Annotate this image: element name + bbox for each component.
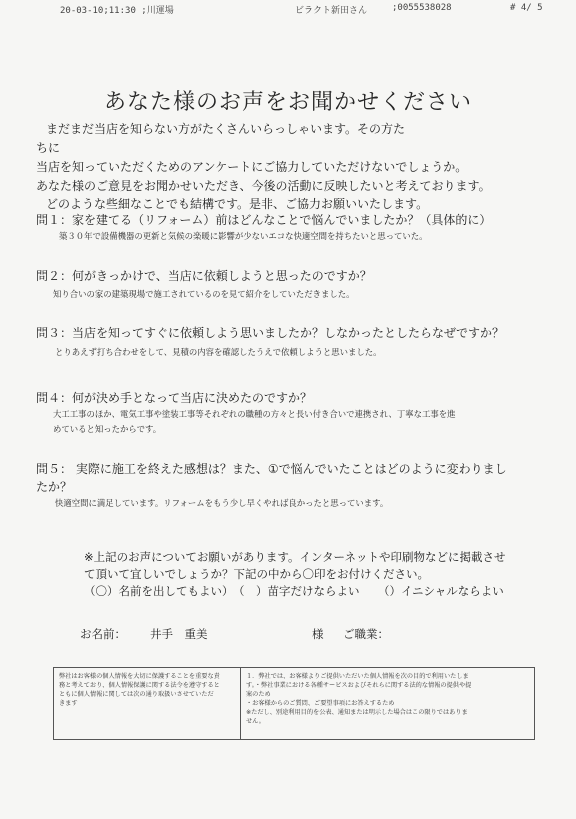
consent-option-surname[interactable]: （ ）苗字だけならよい xyxy=(233,584,360,598)
privacy-usage-purpose xyxy=(241,668,534,739)
occupation-label: ご職業： xyxy=(343,627,389,641)
page-title: あなた様のお声をお聞かせください xyxy=(104,90,473,115)
question-2: 問２：何がきっかけで、当店に依頼しようと思ったのですか？ xyxy=(36,269,372,283)
privacy-right-line: ・お客様からのご質問、ご要望事項にお答えするため xyxy=(246,700,395,707)
answer-5: 快適空間に満足しています。リフォームをもう少し早くやれば良かったと思っています。 xyxy=(55,498,389,508)
name-label: お名前： xyxy=(80,627,126,641)
privacy-right-line: ※ただし、別途利用目的を公表、通知または明示した場合はこの限りではありま xyxy=(246,709,468,716)
fax-sender: ビラクト新田さん xyxy=(295,6,368,16)
consent-option-full-name[interactable]: （〇）名前を出してもよい） xyxy=(84,584,234,598)
intro-line: 当店を知っていただくためのアンケートにご協力していただけないでしょうか。 xyxy=(36,160,468,174)
answer-4: めていると知ったからです。 xyxy=(53,424,162,434)
name-value: 井手 重美 xyxy=(150,627,208,641)
privacy-left-line: 弊社はお客様の個人情報を大切に保護することを重要な責 xyxy=(59,673,220,680)
privacy-right-line: １．弊社では、お客様よりご提供いただいた個人情報を次の目的で利用いたしま xyxy=(246,673,469,680)
fax-number: ;0055538028 xyxy=(392,3,452,13)
honorific: 様 xyxy=(312,627,324,641)
answer-1: 築３０年で設備機器の更新と気候の楽暖に影響が少ないエコな快適空間を持ちたいと思っていた。 xyxy=(59,231,428,241)
privacy-right-line: せん。 xyxy=(246,718,265,725)
privacy-left-line: 務と考えており、個人情報保護に関する法令を遵守すると xyxy=(59,682,220,689)
question-4: 問４：何が決め手となって当店に決めたのですか？ xyxy=(36,391,313,405)
answer-2: 知り合いの家の建築現場で施工されているのを見て紹介をしていただきました。 xyxy=(53,289,355,299)
intro-line: まだまだ当店を知らない方がたくさんいらっしゃいます。その方た xyxy=(46,122,406,136)
privacy-right-line: す。・弊社事業における各種サービスおよびそれらに関する法的な情報の提供や提 xyxy=(246,682,472,689)
privacy-notice xyxy=(53,667,535,740)
privacy-left-line: きます xyxy=(59,700,78,707)
privacy-left-line: ともに個人情報に関しては次の通り取扱いさせていただ xyxy=(59,691,214,698)
intro-line: ちに xyxy=(36,141,61,155)
privacy-policy-statement xyxy=(54,668,241,739)
fax-datetime: 20-03-10;11:30 ;川運場 xyxy=(60,6,174,16)
question-3: 問３：当店を知ってすぐに依頼しよう思いましたか？しなかったとしたらなぜですか？ xyxy=(36,326,505,340)
answer-3: とりあえず打ち合わせをして、見積の内容を確認したうえで依頼しようと思いました。 xyxy=(55,347,382,357)
privacy-right-line: 案のため xyxy=(246,691,271,698)
answer-4: 大工工事のほか、電気工事や塗装工事等それぞれの職種の方々と長い付き合いで連携され、丁寧な工事を進 xyxy=(53,409,456,419)
consent-line: て頂いて宜しいでしょうか？下記の中から〇印をお付けください。 xyxy=(84,567,429,581)
intro-line: どのような些細なことでも結構です。是非、ご協力お願いいたします。 xyxy=(46,197,429,211)
fax-page: # 4/ 5 xyxy=(510,3,543,13)
question-5: たか？ xyxy=(36,480,73,494)
intro-line: あなた様のご意見をお聞かせいただき、今後の活動に反映したいと考えております。 xyxy=(36,179,491,193)
consent-option-initials[interactable]: （）イニシャルならよい xyxy=(378,584,504,598)
consent-line: ※上記のお声についてお願いがあります。インターネットや印刷物などに掲載させ xyxy=(84,550,506,564)
question-1: 問１：家を建てる（リフォーム）前はどんなことで悩んでいましたか？（具体的に） xyxy=(36,213,492,227)
question-5: 問５： 実際に施工を終えた感想は？また、①で悩んでいたことはどのように変わりまし xyxy=(36,462,507,476)
